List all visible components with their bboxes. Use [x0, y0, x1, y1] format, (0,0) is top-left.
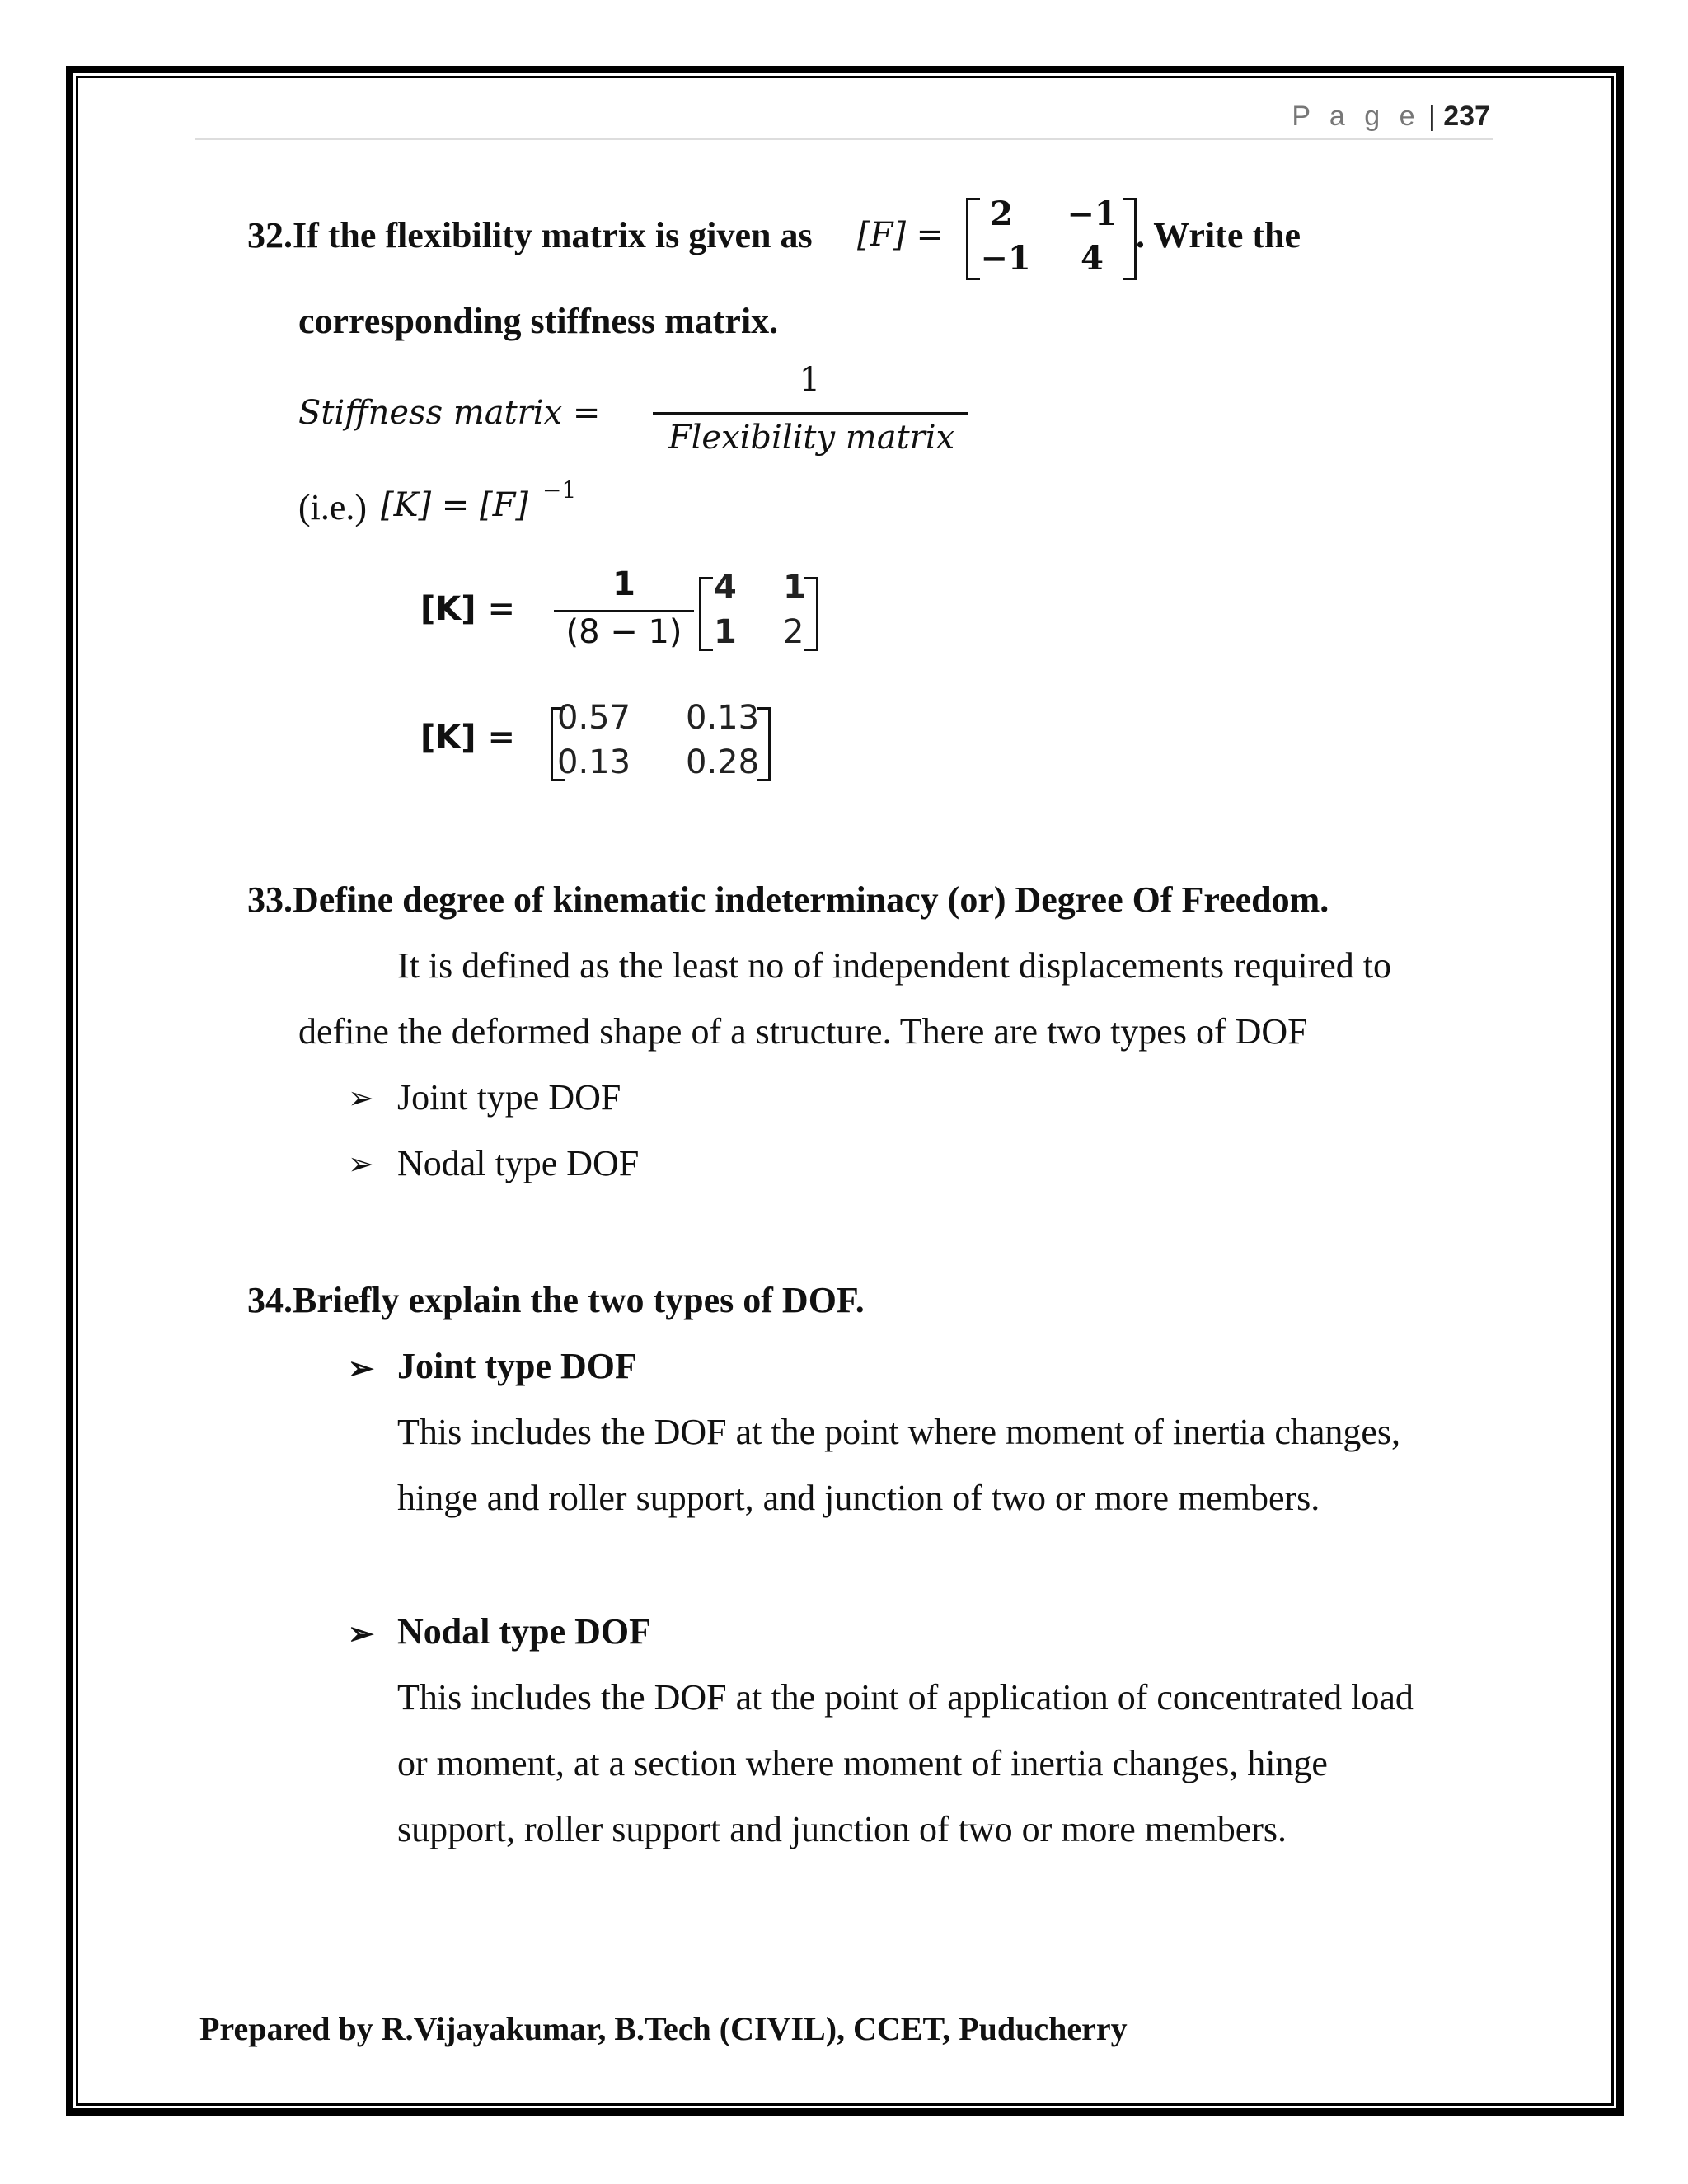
stiffness-formula-numerator: 1: [799, 361, 821, 399]
q34-nodal-line: support, roller support and junction of two or more members.: [397, 1809, 1287, 1849]
q34-joint-heading: Joint type DOF: [397, 1346, 637, 1386]
k2-matrix-cell: 0.13: [557, 743, 631, 781]
matrix-F-bracket-right: [1123, 198, 1137, 280]
q34-joint-line: This includes the DOF at the point where moment of inertia changes,: [397, 1412, 1401, 1452]
q33-title: 33.Define degree of kinematic indeterminacy (or) Degree Of Freedom.: [247, 879, 1329, 920]
ie-exponent: −1: [542, 476, 577, 504]
stiffness-formula-denominator: Flexibility matrix: [668, 419, 955, 457]
q34-nodal-line: or moment, at a section where moment of inertia changes, hinge: [397, 1743, 1328, 1783]
bullet-arrow-icon: ➢: [348, 1081, 374, 1116]
k1-fraction-line: [554, 610, 694, 612]
matrix-F-cell: 2: [990, 194, 1013, 233]
k1-lhs: [K] =: [420, 590, 515, 628]
q33-bullet-joint: Joint type DOF: [397, 1077, 621, 1118]
k1-matrix-cell: 2: [783, 613, 804, 651]
page-footer: Prepared by R.Vijayakumar, B.Tech (CIVIL), CCET, Puducherry: [199, 2010, 1128, 2047]
k2-matrix-bracket-right: [757, 707, 771, 781]
q34-title: 34.Briefly explain the two types of DOF.: [247, 1280, 865, 1320]
page-label: P a g e: [1292, 101, 1421, 132]
page-header: [1292, 101, 1490, 133]
matrix-F-cell: 4: [1081, 239, 1104, 278]
q34-nodal-heading: Nodal type DOF: [397, 1611, 651, 1652]
stiffness-formula-fraction-line: [653, 412, 968, 415]
page-separator: |: [1428, 101, 1436, 132]
k1-matrix-cell: 4: [714, 569, 737, 607]
matrix-F-cell: −1: [980, 239, 1031, 278]
k2-matrix-cell: 0.13: [686, 699, 760, 737]
bullet-arrow-icon: ➢: [348, 1617, 374, 1652]
q32-suffix: . Write the: [1136, 215, 1301, 255]
q32-lhs-F: [F] =: [857, 216, 945, 254]
q32-title: 32.If the flexibility matrix is given as: [247, 215, 813, 255]
stiffness-formula-lhs: Stiffness matrix =: [298, 394, 601, 432]
k1-matrix-cell: 1: [783, 569, 806, 607]
k1-denominator: (8 − 1): [565, 613, 682, 651]
k2-lhs: [K] =: [420, 719, 515, 757]
q34-nodal-line: This includes the DOF at the point of application of concentrated load: [397, 1677, 1414, 1718]
ie-prefix: (i.e.): [298, 487, 368, 527]
q34-joint-line: hinge and roller support, and junction of two or more members.: [397, 1478, 1320, 1518]
bullet-arrow-icon: ➢: [348, 1147, 374, 1182]
q33-bullet-nodal: Nodal type DOF: [397, 1143, 640, 1183]
page-number: 237: [1443, 101, 1490, 132]
bullet-arrow-icon: ➢: [348, 1352, 374, 1386]
k2-matrix-cell: 0.57: [557, 699, 631, 737]
k1-matrix-bracket-left: [699, 577, 713, 651]
matrix-F-cell: −1: [1067, 194, 1118, 233]
q32-line2: corresponding stiffness matrix.: [298, 301, 779, 341]
q33-line2: define the deformed shape of a structure. There are two types of DOF: [298, 1011, 1308, 1052]
ie-expression: [K] = [F]: [381, 486, 529, 524]
k1-matrix-cell: 1: [714, 613, 737, 651]
k1-matrix-bracket-right: [804, 577, 818, 651]
header-rule: [195, 138, 1493, 140]
q33-line1: It is defined as the least no of independent displacements required to: [397, 945, 1391, 986]
k1-numerator: 1: [612, 565, 635, 603]
k2-matrix-cell: 0.28: [686, 743, 760, 781]
